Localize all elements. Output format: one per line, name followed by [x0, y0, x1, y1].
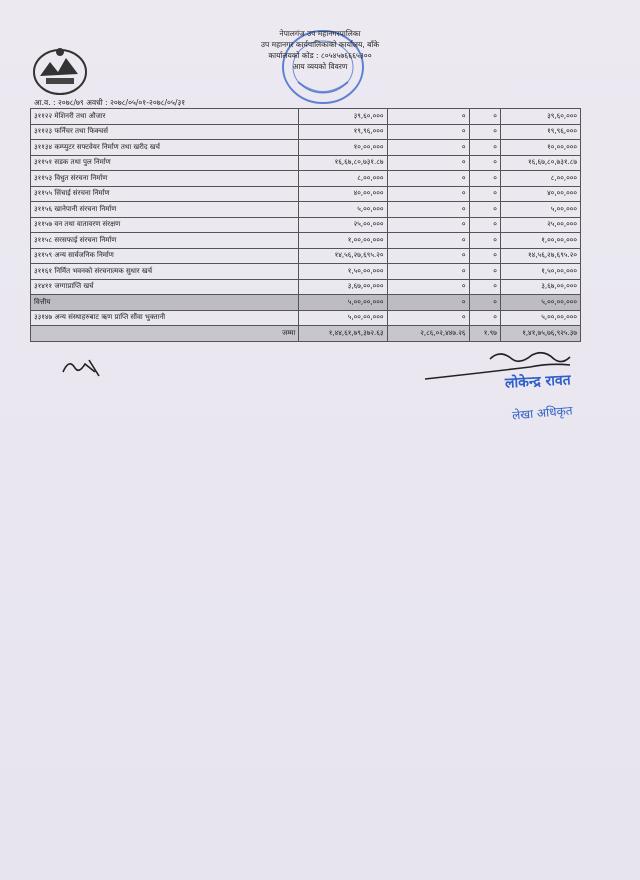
cell-d: २५,००,०००: [500, 217, 580, 233]
table-row: [31, 264, 581, 280]
office-name: उप महानगर कार्यपालिकाको कार्यालय, बाँके: [260, 40, 380, 49]
cell-c: ०: [469, 310, 500, 326]
cell-d: १९,९६,०००: [500, 124, 580, 140]
statement-title: आय व्ययको विवरण: [292, 62, 348, 71]
total-c: १.९७: [469, 326, 500, 342]
cell-c: ०: [469, 217, 500, 233]
table-row: [31, 202, 581, 218]
total-a: १,४४,६१,७९,३७२.६३: [299, 326, 387, 342]
officer-name-stamp: लोकेन्द्र रावत: [504, 372, 572, 392]
table-row: [31, 310, 581, 326]
cell-name: ३११५६ खानेपानी संरचना निर्माण: [31, 202, 299, 218]
cell-a: १४,५६,२७,६९५.२०: [299, 248, 387, 264]
cell-b: ०: [387, 109, 469, 125]
table-row: [31, 248, 581, 264]
total-d: १,४१,७५,७६,९२५.३७: [500, 326, 580, 342]
table-row: [31, 171, 581, 187]
cell-c: ०: [469, 124, 500, 140]
table-row: [31, 155, 581, 171]
cell-name: ३३१४७ अन्य संस्थाहरुबाट ऋण प्राप्ति सौंवा भुक्तानी: [31, 310, 299, 326]
cell-d: ३,६७,००,०००: [500, 279, 580, 295]
initials-signature: [55, 352, 115, 382]
cell-name: ३११५१ सडक तथा पुल निर्माण: [31, 155, 299, 171]
cell-a: ३,६७,००,०००: [299, 279, 387, 295]
cell-c: ०: [469, 186, 500, 202]
cell-c: ०: [469, 171, 500, 187]
cell-d: ५,००,००,०००: [500, 310, 580, 326]
cell-a: १०,००,०००: [299, 140, 387, 156]
section-row: [31, 295, 581, 311]
cell-d: १४,५६,२७,६९५.२०: [500, 248, 580, 264]
cell-c: ०: [469, 248, 500, 264]
cell-a: १,५०,००,०००: [299, 264, 387, 280]
cell-b: ०: [387, 124, 469, 140]
cell-b: ०: [387, 186, 469, 202]
total-row: [31, 326, 581, 342]
cell-name: ३१४११ जग्गाप्राप्ति खर्च: [31, 279, 299, 295]
cell-c: ०: [469, 140, 500, 156]
total-b: २,८६,०२,४४७.२६: [387, 326, 469, 342]
cell-d: ५,००,०००: [500, 202, 580, 218]
expenditure-table: [30, 108, 581, 342]
cell-name: वित्तीय: [31, 295, 299, 311]
cell-a: ५,००,००,०००: [299, 310, 387, 326]
table-row: [31, 279, 581, 295]
cell-name: ३११५७ वन तथा वातावरण संरक्षण: [31, 217, 299, 233]
cell-d: ८,००,०००: [500, 171, 580, 187]
cell-b: ०: [387, 264, 469, 280]
cell-name: ३११२३ फर्निचर तथा फिक्चर्स: [31, 124, 299, 140]
cell-name: ३११२२ मेशिनरी तथा औजार: [31, 109, 299, 125]
cell-b: ०: [387, 171, 469, 187]
cell-c: ०: [469, 264, 500, 280]
cell-a: ४०,००,०००: [299, 186, 387, 202]
cell-d: ५,००,००,०००: [500, 295, 580, 311]
municipality-name: नेपालगंज उप महानगरपालिका: [279, 29, 361, 38]
cell-name: ३११५९ अन्य सार्वजनिक निर्माण: [31, 248, 299, 264]
table-row: [31, 186, 581, 202]
cell-a: १,००,००,०००: [299, 233, 387, 249]
office-code: कार्यालयको कोड : ८०५४५७६६६५३००: [268, 51, 372, 60]
cell-b: ०: [387, 279, 469, 295]
cell-c: ०: [469, 295, 500, 311]
officer-title-stamp: लेखा अधिकृत: [511, 403, 574, 423]
cell-a: २५,००,०००: [299, 217, 387, 233]
cell-b: ०: [387, 217, 469, 233]
table-row: [31, 124, 581, 140]
cell-d: १०,००,०००: [500, 140, 580, 156]
cell-c: ०: [469, 109, 500, 125]
cell-c: ०: [469, 233, 500, 249]
cell-name: ३११५३ विधुत संरचना निर्माण: [31, 171, 299, 187]
cell-a: १९,९६,०००: [299, 124, 387, 140]
cell-a: ५,००,००,०००: [299, 295, 387, 311]
cell-b: ०: [387, 295, 469, 311]
cell-d: ४०,००,०००: [500, 186, 580, 202]
cell-b: ०: [387, 248, 469, 264]
cell-name: ३११६१ निर्मित भवनको संरचनात्मक सुधार खर्च: [31, 264, 299, 280]
cell-c: ०: [469, 279, 500, 295]
cell-b: ०: [387, 233, 469, 249]
cell-a: १६,६७,८०,७३१.८७: [299, 155, 387, 171]
table-row: [31, 109, 581, 125]
cell-name: ३११५८ सरसफाई संरचना निर्माण: [31, 233, 299, 249]
cell-d: १६,६७,८०,७३१.८७: [500, 155, 580, 171]
document-header: [0, 28, 640, 72]
cell-b: ०: [387, 310, 469, 326]
cell-name: ३११५५ सिंचाई संरचना निर्माण: [31, 186, 299, 202]
cell-a: ३९,६०,०००: [299, 109, 387, 125]
cell-a: ५,००,०००: [299, 202, 387, 218]
table-row: [31, 217, 581, 233]
cell-d: ३९,६०,०००: [500, 109, 580, 125]
table-row: [31, 140, 581, 156]
cell-b: ०: [387, 140, 469, 156]
cell-b: ०: [387, 155, 469, 171]
cell-b: ०: [387, 202, 469, 218]
table-row: [31, 233, 581, 249]
cell-c: ०: [469, 155, 500, 171]
total-label: जम्मा: [31, 326, 299, 342]
cell-d: १,००,००,०००: [500, 233, 580, 249]
fiscal-year-line: आ.व. : २०७८/७९ अवधी : २०७८/०५/०१-२०७८/०५/३१: [34, 98, 186, 107]
cell-a: ८,००,०००: [299, 171, 387, 187]
cell-name: ३११३४ कम्प्युटर सफ्टवेयर निर्माण तथा खरीद खर्च: [31, 140, 299, 156]
cell-c: ०: [469, 202, 500, 218]
cell-d: १,५०,००,०००: [500, 264, 580, 280]
